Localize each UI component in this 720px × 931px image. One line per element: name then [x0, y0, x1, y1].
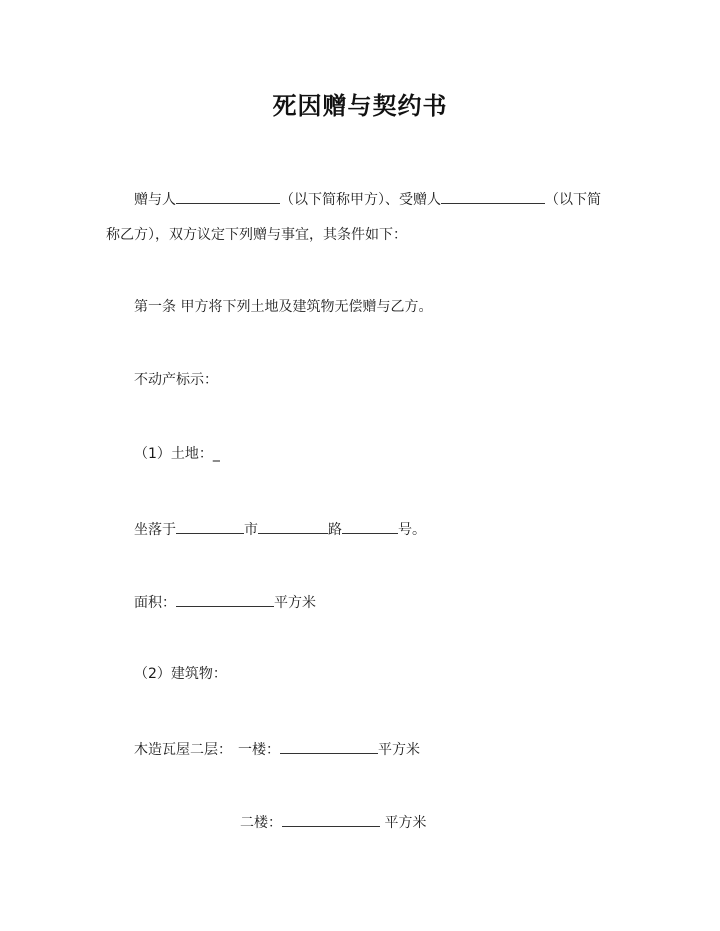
donee-blank-field[interactable] — [441, 189, 545, 204]
city-blank-field[interactable] — [176, 519, 244, 534]
floor1-line — [134, 739, 420, 759]
road-unit: 路 — [328, 522, 342, 538]
city-unit: 市 — [244, 522, 258, 538]
floor2-unit: 平方米 — [380, 815, 427, 831]
donor-alias-text: （以下简称甲方）、受赠人 — [280, 192, 441, 208]
land-label: （1）土地： — [134, 446, 213, 462]
road-blank-field[interactable] — [258, 519, 328, 534]
intro-line-2: 称乙方），双方议定下列赠与事宜，其条件如下： — [106, 227, 407, 243]
location-prefix: 坐落于 — [134, 522, 176, 538]
floor2-label: 二楼： — [240, 815, 282, 831]
building-label: （2）建筑物： — [134, 666, 227, 682]
building-type-label: 木造瓦屋二层： — [134, 742, 232, 758]
number-unit: 号。 — [398, 522, 426, 538]
area-blank-field[interactable] — [176, 592, 274, 607]
donor-blank-field[interactable] — [176, 189, 280, 204]
area-line — [134, 592, 316, 612]
floor2-line — [240, 812, 426, 832]
property-label: 不动产标示： — [134, 372, 218, 388]
floor1-unit: 平方米 — [378, 742, 420, 758]
donor-label: 赠与人 — [134, 192, 176, 208]
donee-alias-text: （以下简 — [545, 192, 601, 208]
intro-line-1 — [134, 189, 601, 209]
area-label: 面积： — [134, 595, 176, 611]
article-1: 第一条 甲方将下列土地及建筑物无偿赠与乙方。 — [134, 299, 433, 315]
floor2-blank-field[interactable] — [282, 812, 380, 827]
floor1-label: 一楼： — [238, 742, 280, 758]
floor1-blank-field[interactable] — [280, 739, 378, 754]
location-line — [134, 519, 426, 539]
land-value: _ — [212, 446, 220, 462]
land-line — [134, 445, 220, 463]
document-title: 死因赠与契约书 — [272, 92, 448, 120]
area-unit: 平方米 — [274, 595, 316, 611]
number-blank-field[interactable] — [342, 519, 398, 534]
